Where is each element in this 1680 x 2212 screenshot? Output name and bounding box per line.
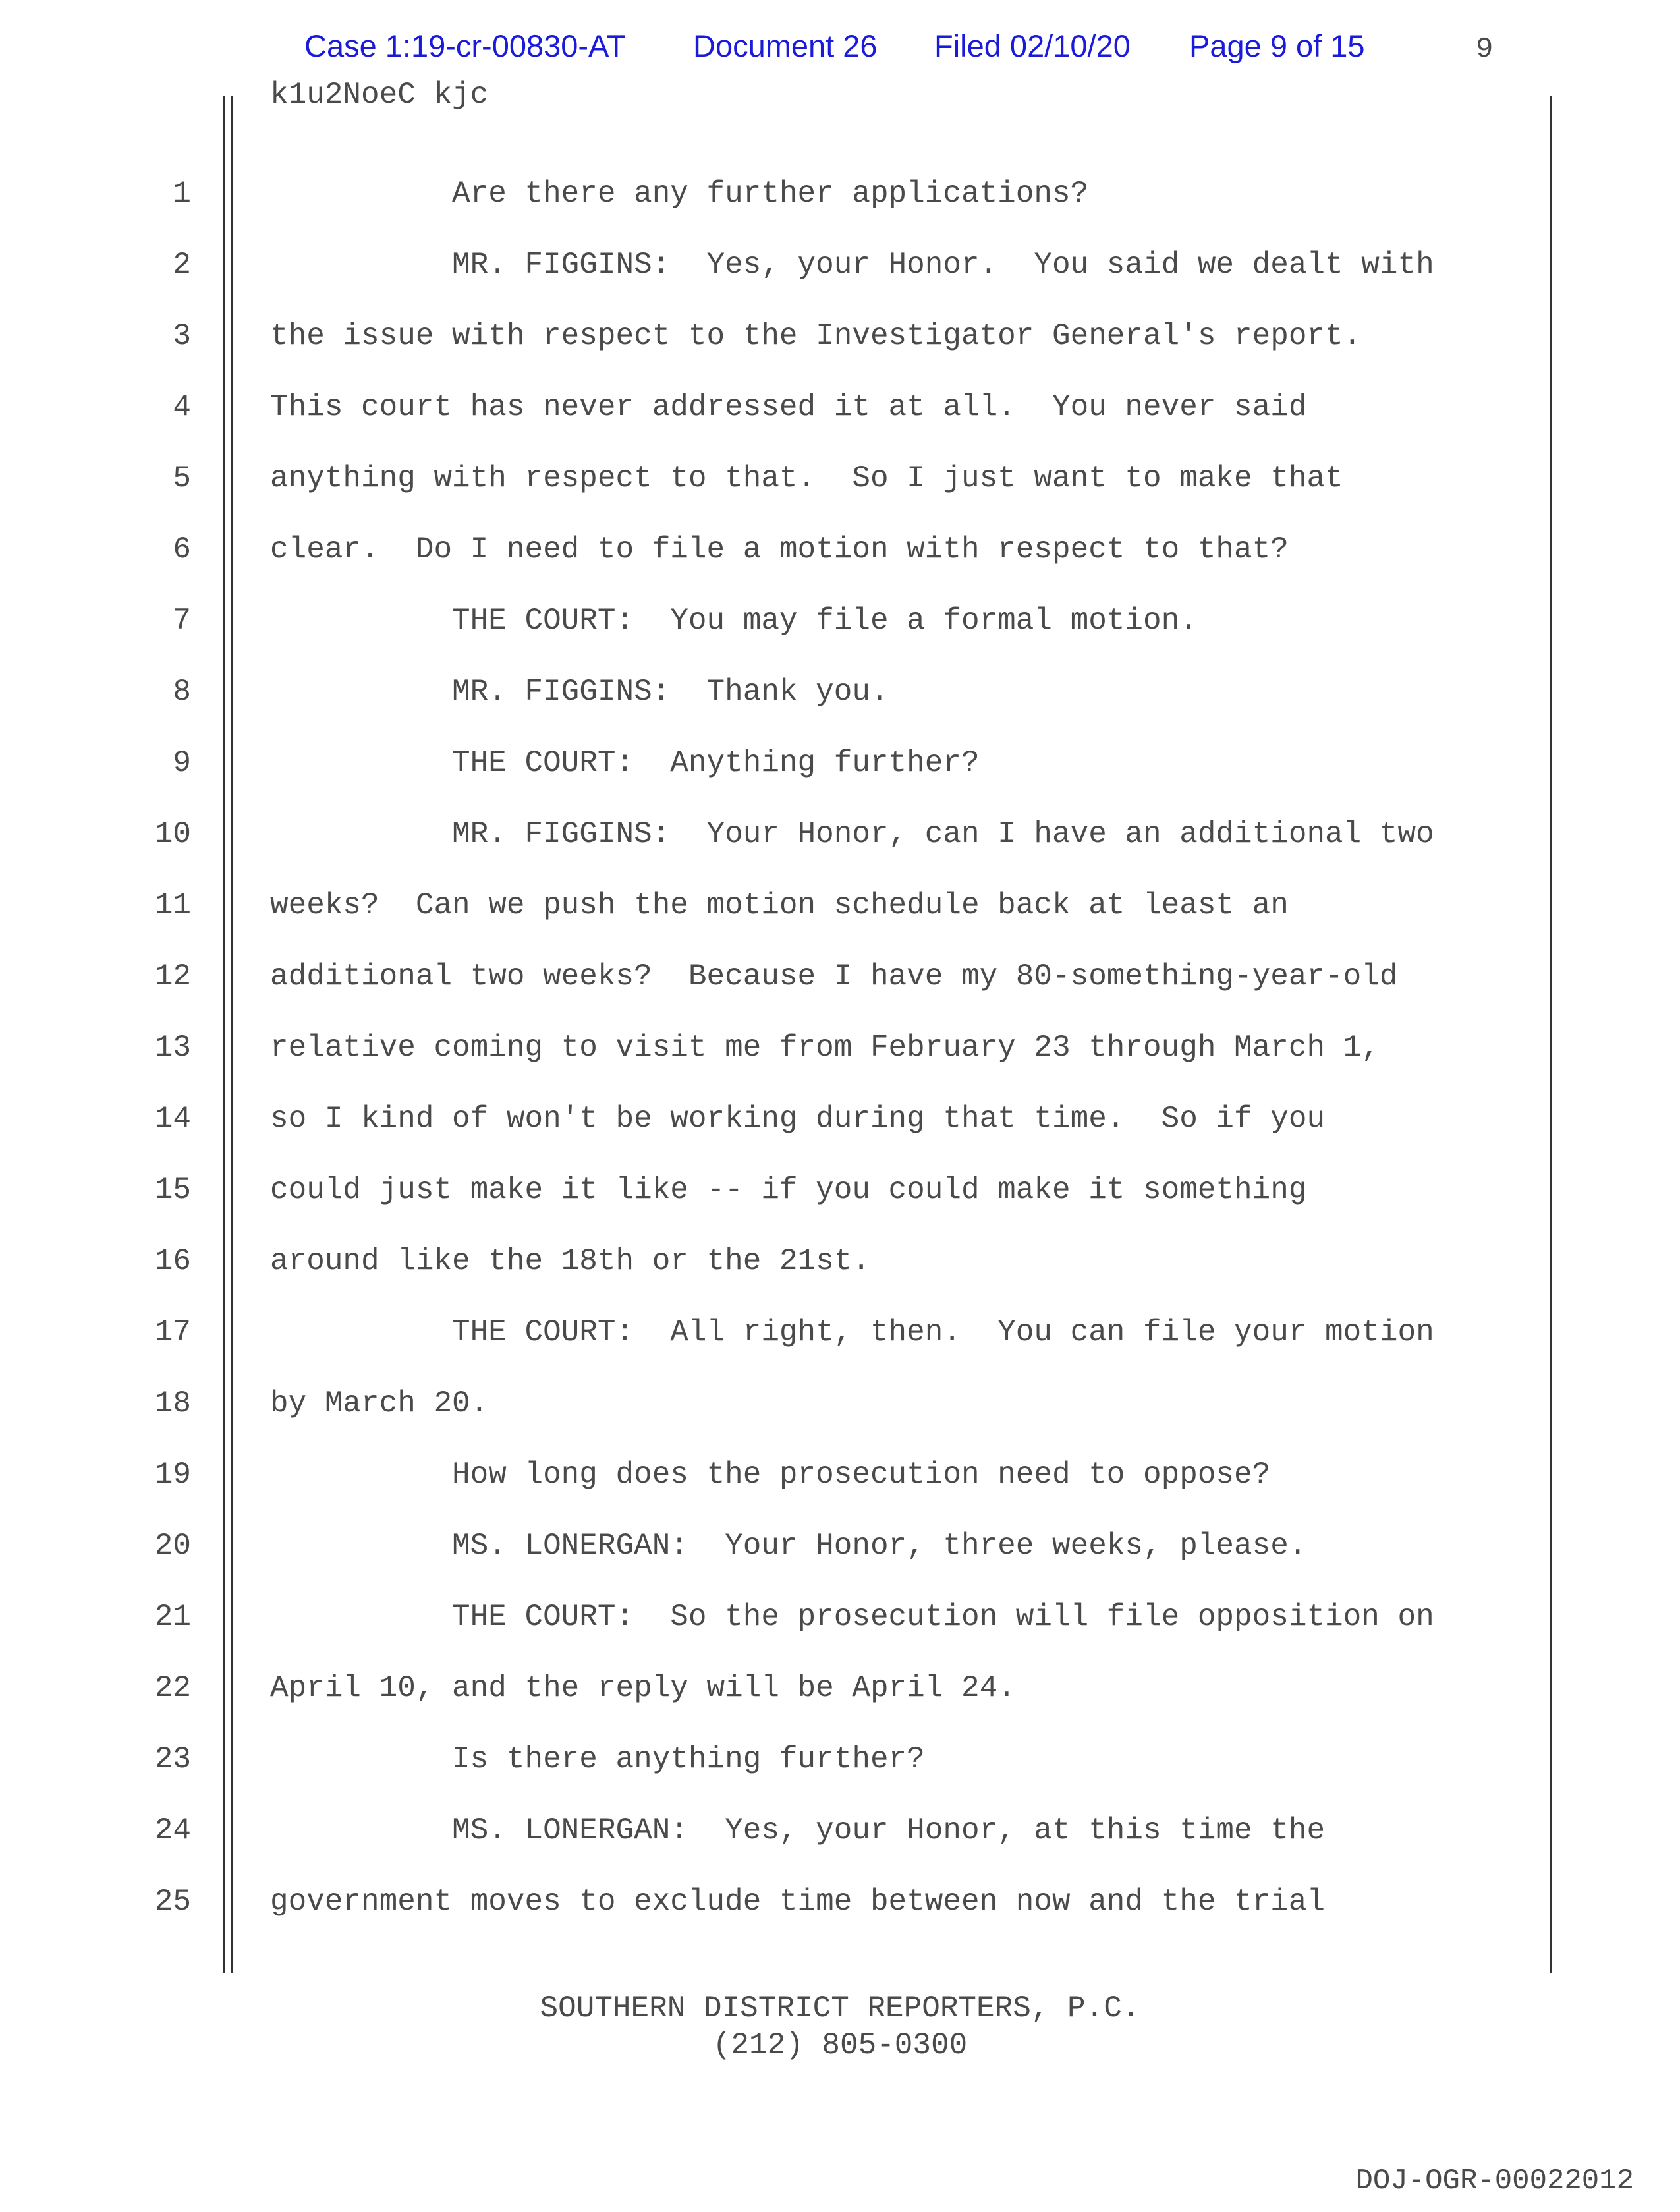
line-number: 18: [154, 1386, 191, 1421]
line-number: 20: [154, 1529, 191, 1563]
transcript-line: anything with respect to that. So I just want to make that: [270, 461, 1343, 496]
right-margin-rule: [1550, 96, 1552, 1973]
transcript-line: weeks? Can we push the motion schedule back at least an: [270, 888, 1289, 922]
transcript-line: MS. LONERGAN: Your Honor, three weeks, please.: [270, 1529, 1307, 1563]
transcript-line: additional two weeks? Because I have my 80-something-year-old: [270, 959, 1398, 994]
line-number: 3: [173, 319, 191, 353]
transcript-line: MR. FIGGINS: Yes, your Honor. You said we dealt with: [270, 248, 1434, 282]
transcript-line: THE COURT: All right, then. You can file your motion: [270, 1315, 1434, 1349]
line-number: 6: [173, 532, 191, 567]
document-number: Document 26: [693, 28, 878, 63]
transcript-line: Is there anything further?: [270, 1742, 925, 1776]
transcript-line: Are there any further applications?: [270, 177, 1089, 211]
line-number: 1: [173, 177, 191, 211]
line-number: 10: [154, 817, 191, 851]
transcript-line: by March 20.: [270, 1386, 489, 1421]
line-number: 5: [173, 461, 191, 496]
line-number: 17: [154, 1315, 191, 1349]
left-margin-rule: [223, 96, 225, 1973]
transcript-line: around like the 18th or the 21st.: [270, 1244, 870, 1278]
transcript-line: MR. FIGGINS: Your Honor, can I have an additional two: [270, 817, 1434, 851]
transcript-line: the issue with respect to the Investigator General's report.: [270, 319, 1362, 353]
transcript-line: THE COURT: Anything further?: [270, 746, 980, 780]
filed-date: Filed 02/10/20: [934, 28, 1131, 63]
line-number: 19: [154, 1458, 191, 1492]
line-number: 23: [154, 1742, 191, 1776]
transcript-line: clear. Do I need to file a motion with respect to that?: [270, 532, 1289, 567]
page-count: Page 9 of 15: [1189, 28, 1365, 63]
transcript-line: could just make it like -- if you could make it something: [270, 1173, 1307, 1207]
line-number: 14: [154, 1102, 191, 1136]
line-number: 25: [154, 1885, 191, 1919]
line-number: 2: [173, 248, 191, 282]
transcript-line: How long does the prosecution need to oppose?: [270, 1458, 1271, 1492]
line-number: 16: [154, 1244, 191, 1278]
line-number: 21: [154, 1600, 191, 1634]
line-number: 8: [173, 675, 191, 709]
transcript-line: government moves to exclude time between now and the trial: [270, 1885, 1326, 1919]
bates-number: DOJ-OGR-00022012: [1355, 2165, 1634, 2198]
ecf-header: [0, 28, 1680, 74]
running-header: k1u2NoeC kjc: [270, 78, 489, 112]
transcript-line: This court has never addressed it at all. You never said: [270, 390, 1307, 424]
line-number: 4: [173, 390, 191, 424]
transcript-line: MS. LONERGAN: Yes, your Honor, at this time the: [270, 1813, 1326, 1848]
transcript-line: April 10, and the reply will be April 24.: [270, 1671, 1016, 1705]
transcript-line: THE COURT: So the prosecution will file opposition on: [270, 1600, 1434, 1634]
line-number: 9: [173, 746, 191, 780]
line-number: 7: [173, 604, 191, 638]
reporter-name: SOUTHERN DISTRICT REPORTERS, P.C.: [540, 1991, 1140, 2026]
transcript-page-number: 9: [1476, 33, 1494, 66]
line-number: 13: [154, 1031, 191, 1065]
transcript-line: so I kind of won't be working during that time. So if you: [270, 1102, 1326, 1136]
transcript-line: MR. FIGGINS: Thank you.: [270, 675, 889, 709]
line-number: 12: [154, 959, 191, 994]
left-margin-rule-inner: [231, 96, 233, 1973]
line-number: 22: [154, 1671, 191, 1705]
line-number: 15: [154, 1173, 191, 1207]
transcript-line: THE COURT: You may file a formal motion.: [270, 604, 1198, 638]
reporter-phone: (212) 805-0300: [712, 2028, 968, 2062]
line-number: 24: [154, 1813, 191, 1848]
line-number: 11: [154, 888, 191, 922]
case-number: Case 1:19-cr-00830-AT: [304, 28, 626, 63]
transcript-line: relative coming to visit me from February 23 through March 1,: [270, 1031, 1380, 1065]
